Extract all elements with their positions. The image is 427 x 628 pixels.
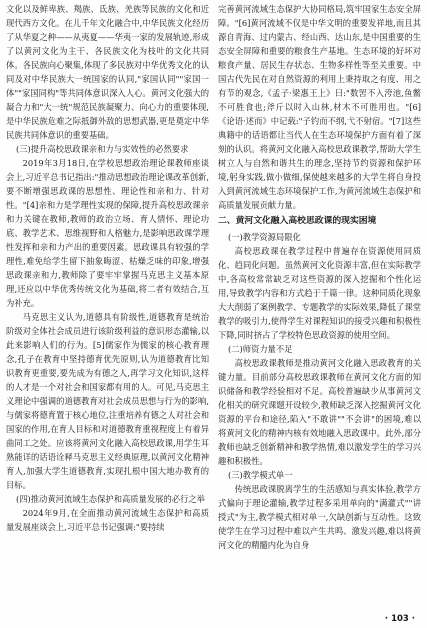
section-heading: 二、黄河文化融入高校思政课的现实困境 [218,216,377,226]
subsection-heading: (四)推动黄河流域生态保护和高质量发展的必行之举 [15,494,205,504]
subsection-heading: (三)提升高校思政课亲和力与实效性的必然要求 [15,144,189,154]
subsection-heading: (二)师资力量不足 [227,344,293,354]
left-column [6,2,209,534]
paragraph: 马克思主义认为,道德具有阶级性,道德教育是统治阶级对全体社会成员进行该阶级利益的意识形态灌输,以此来影响人们的行为。[5]儒家作为儒家的核心教育理念,孔子在教育中坚持德育优先原则,认为道德教育比知识教育更重要,要先成为有德之人,再学习文化知识,这样的人才是一个对社会和国家都有用的人。可见,马克思主义理论中强调的道德教育对社会成员思想与行为的影响,与儒家将德育置于核心地位,注重培养有德之人对社会和国家的作用,在育人目标和对道德教育重视程度上有着异曲同工之处。应该将黄河文化融入高校思政课,用学生耳熟能详的话语诠释马克思主义经典原理,以黄河文化精神育人,加强大学生道德教育,实现扎根中国大地办教育的目标。 [6,312,209,490]
paragraph: 完善黄河流域生态保护大协同格局,筑牢国家生态安全屏障。"[6]黄河流域不仅是中华文明的重要发祥地,而且其源自青海、过内蒙古、经山西、达山东,是中国重要的生态安全屏障和重要的粮食生产基地。生态环境的好坏对粮食产量、居民生存状态、生物多样性等至关重要。中国古代先民在对自然资源的利用上秉持取之有度、用之有节的观念,《孟子·梁惠王上》曰:"数罟不入洿池,鱼鳖不可胜食也;斧斤以时入山林,材木不可胜用也。"[6]《论语·述而》中记载:"子钓而不纲,弋不射宿。"[7]这些典籍中的话语都让当代人在生态环境保护方面有着了深刻的认识。将黄河文化融入高校思政课教学,帮助大学生树立人与自然和谐共生的理念,坚持节约资源和保护环境,躬身实践,做小做细,保使越来越多的大学生将自身投入到黄河流域生态环境保护工作,为黄河流域生态保护和高质量发展贡献力量。 [218,4,421,210]
paragraph: 文化以及鲜卑族、羯族、氐族、羌族等民族的文化和近现代西方文化。在儿千年文化融合中,中华民族文化经历了从华夏之种——从夷夏——华夷一家的发展轨迹,形成了以黄河文化为主干、各民族文化为枝叶的文化共同体。各民族向心聚集,体现了多民族对中华优秀文化的认同及对中华民族大一统国家的认同,"家国认同""家国一体""家国同构"等共同体意识深入人心。黄河文化强大的凝合力和"大一统"规范民族凝聚力、向心力的重要体现,是中华民族危难之际抵御外敌的思想武器,更是奠定中华民族共同体意识的重要基础。 [6,4,209,140]
paragraph: 2024年9月,在全面推动黄河流域生态保护和高质量发展座谈会上,习近平总书记强调:"要持续 [6,508,209,532]
paragraph: 高校思政课教师是推动黄河文化融入思政教育的关键力量。目前部分高校思政课教师在黄河文化方面的知识储备和教学经验相对不足。高校普遍缺少从事黄河文化相关的研究课题开设较少,教师缺乏深入挖掘黄河文化资源的平台和途径,陷入"不敢讲""不会讲"的困境,难以将黄河文化的精神内核有效地融入思政课中。此外,部分教师也缺乏创新精神和教学热情,难以激发学生的学习兴趣和积极性。 [218,358,421,466]
paragraph: 传统思政课脱离学生的生活感知与真实体验,教学方式偏向于理论灌输,教学过程多采用单向的"满灌式""讲授式"为主,教学模式相对单一,欠缺创新与互动性。这致使学生在学习过程中难以产生共鸣、激发兴趣,难以将黄河文化的精髓内化为自身 [218,484,421,550]
paragraph: 高校思政课在教学过程中普遍存在资源使用同质化、趋同化问题。虽然黄河文化资源丰富,但在实际教学中,各高校常常缺乏对这些资源的深入挖掘和个性化运用,导致教学内容和方式趋于千篇一律。这种同质化现象大大削弱了案例教学、专题教学的实际效果,降低了课堂教学的吸引力,使得学生对课程知识的接受兴趣和积极性下降,同时挤占了学校特色思政资源的使用空间。 [218,246,421,340]
subsection-heading: (一)教学资源局限化 [227,232,301,242]
right-column [218,2,421,552]
paragraph: 2019年3月18日,在学校思想政治理论课教师座谈会上,习近平总书记指出:"推动思想政治理论课改革创新,要不断增强思政课的思想性、理论性和亲和力、针对性。"[4]亲和力是学理性实现的保障,提升高校思政课亲和力关键在教师,教师的政治立场、育人情怀、理论功底、教学艺术、思维视野和人格魅力,是影响思政课学理性发挥和亲和力产出的重要因素。思政课具有较强的学理性,难免给学生留下抽象晦涩、枯燥乏味的印象,增强思政课亲和力,教师除了要牢牢掌握马克思主义基本原理,还应以中华优秀传统文化为基础,将二者有效结合,互为补充。 [6,158,209,308]
page-number: · 103 · [384,614,415,624]
subsection-heading: (三)教学模式单一 [227,470,293,480]
